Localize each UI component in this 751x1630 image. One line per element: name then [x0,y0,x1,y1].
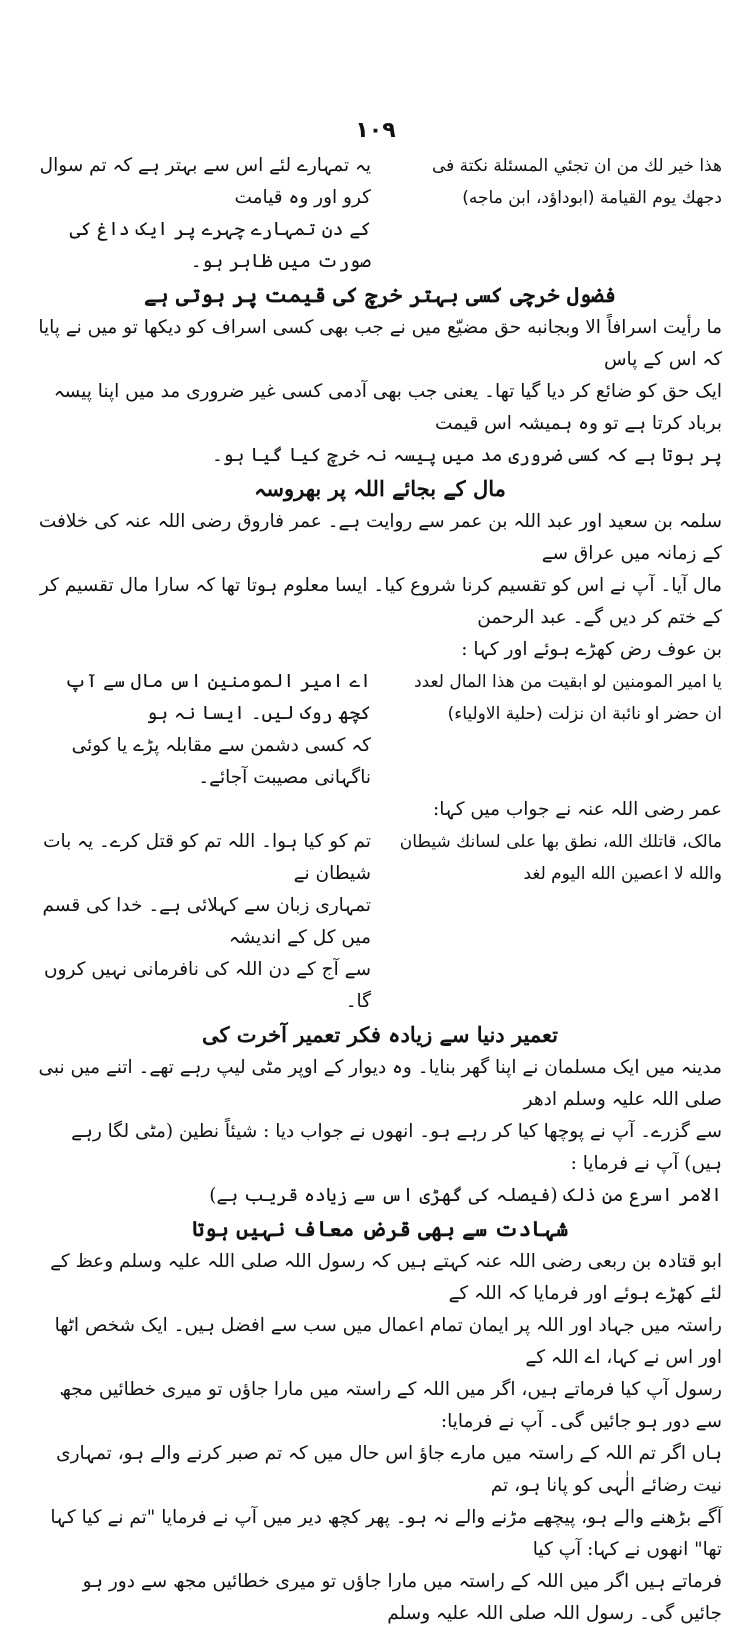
section-heading: فضول خرچی کسی بہتر خرچ کی قیمت پر ہوتی ہے [144,282,616,307]
arabic-quote [389,666,722,794]
paragraph-line: مال آیا۔ آپ نے اس کو تقسیم کرنا شروع کیا۔ ایسا معلوم ہوتا تھا کہ سارا مال تقسیم کر کے ختم کر دیں گے۔ عبد الرحمن [39,575,722,628]
paragraph-line: راستہ میں جہاد اور اللہ پر ایمان تمام اعمال میں سب سے افضل ہیں۔ ایک شخص اٹھا اور اس نے کہا، اے اللہ کے [54,1315,722,1368]
paragraph [38,312,722,472]
paragraph-line: آگے بڑھنے والے ہو، پیچھے مڑنے والے نہ ہو۔ پھر کچھ دیر میں آپ نے فرمایا "تم نے کیا کہا تھا" انھوں نے کہا: آپ کیا [50,1507,722,1560]
arabic-line: هذا خير لك من ان تجئي المسئلة نكتة فى [431,156,722,176]
section-heading: مال کے بجائے اللہ پر بھروسہ [254,476,506,501]
paragraph-line: بن عوف رض کھڑے ہوئے اور کہا : [461,639,722,660]
urdu-translation [38,666,371,794]
paragraph [38,506,722,666]
paragraph-line: فرماتے ہیں اگر میں اللہ کے راستہ میں مارا جاؤں تو میری خطائیں مجھ سے دور ہو جائیں گی۔ رسول اللہ صلی اللہ علیہ وسلم [82,1571,722,1624]
quote-translation-pair [38,826,722,1018]
arabic-line: یا امیر المومنین لو ابقیت من هذا المال لعدد [414,672,722,692]
section-heading: شہادت سے بھی قرض معاف نہیں ہوتا [191,1216,569,1241]
translation-line: تمہاری زبان سے کہلائی ہے۔ خدا کی قسم میں کل کے اندیشہ [42,895,371,948]
paragraph-line: ایک حق کو ضائع کر دیا گیا تھا۔ یعنی جب بھی آدمی کسی غیر ضروری مد میں اپنا پیسہ برباد کرتا ہے تو وہ ہمیشہ اس قیمت [53,381,722,434]
urdu-translation [38,826,371,1018]
translation-line: اے امیر المومنین اس مال سے آپ کچھ روک لیں۔ ایسا نہ ہو [64,671,371,724]
arabic-line: ان حضر او نائبة ان نزلت (حلیة الاولیاء) [447,704,722,724]
translation-line: یہ تمہارے لئے اس سے بہتر ہے کہ تم سوال کرو اور وہ قیامت [39,155,371,208]
paragraph-line: ابو قتادہ بن ربعی رضی اللہ عنہ کہتے ہیں کہ رسول اللہ صلی اللہ علیہ وسلم وعظ کے لئے کھڑے ہوئے اور فرمایا کہ اللہ کے [50,1251,722,1304]
paragraph-line: ما رأیت اسرافاً الا وبجانبه حق مضیّع میں نے جب بھی کسی اسراف کو دیکھا تو میں نے پایا کہ اس کے پاس [38,317,722,370]
paragraph [38,1052,722,1212]
paragraph-line: مدینہ میں ایک مسلمان نے اپنا گھر بنایا۔ وہ دیوار کے اوپر مٹی لیپ رہے تھے۔ اتنے میں نبی صلی اللہ علیہ وسلم ادھر [38,1057,722,1110]
text-line: عمر رضی اللہ عنہ نے جواب میں کہا: [433,799,722,820]
arabic-quote [389,150,722,278]
paragraph-line: سے گزرے۔ آپ نے پوچھا کیا کر رہے ہو۔ انھوں نے جواب دیا : شیئاً نطین (مٹی لگا رہے ہیں) آپ نے فرمایا : [71,1121,722,1174]
paragraph-line: سلمہ بن سعید اور عبد اللہ بن عمر سے روایت ہے۔ عمر فاروق رضی اللہ عنہ کی خلافت کے زمانہ میں عراق سے [38,511,722,564]
quote-translation-pair [38,150,722,278]
arabic-line: والله لا اعصين الله اليوم لغد [523,864,722,884]
translation-line: تم کو کیا ہوا۔ اللہ تم کو قتل کرے۔ یہ بات شیطان نے [43,831,371,884]
paragraph-line: پر ہوتا ہے کہ کسی ضروری مد میں پیسہ نہ خرچ کیا گیا ہو۔ [211,445,722,466]
paragraph [38,1246,722,1630]
quote-translation-pair [38,666,722,794]
translation-line: کہ کسی دشمن سے مقابلہ پڑے یا کوئی ناگہانی مصیبت آجائے۔ [71,735,371,788]
page-content [38,150,722,1630]
urdu-translation [38,150,371,278]
arabic-line: دجهك يوم القيامة (ابوداؤد، ابن ماجه) [462,188,722,208]
arabic-line: مالک، قاتلك الله، نطق بها على لسانك شيطان [399,832,722,852]
translation-line: کے دن تمہارے چہرے پر ایک داغ کی صورت میں ظاہر ہو۔ [69,219,371,272]
arabic-quote [389,826,722,1018]
section-heading: تعمیر دنیا سے زیادہ فکر تعمیر آخرت کی [201,1022,559,1047]
translation-line: سے آج کے دن اللہ کی نافرمانی نہیں کروں گا۔ [43,959,371,1012]
paragraph-line: الامر اسرع من ذلک (فیصلہ کی گھڑی اس سے زیادہ قریب ہے) [209,1185,722,1206]
page-number: ۱۰۹ [355,118,396,143]
paragraph-line: ہاں اگر تم اللہ کے راستہ میں مارے جاؤ اس حال میں کہ تم صبر کرنے والے ہو، تمہاری نیت رضائے الٰہی کو پانا ہو، تم [56,1443,722,1496]
paragraph-line: رسول آپ کیا فرماتے ہیں، اگر میں اللہ کے راستہ میں مارا جاؤں تو میری خطائیں مجھ سے دور ہو جائیں گی۔ آپ نے فرمایا: [59,1379,722,1432]
